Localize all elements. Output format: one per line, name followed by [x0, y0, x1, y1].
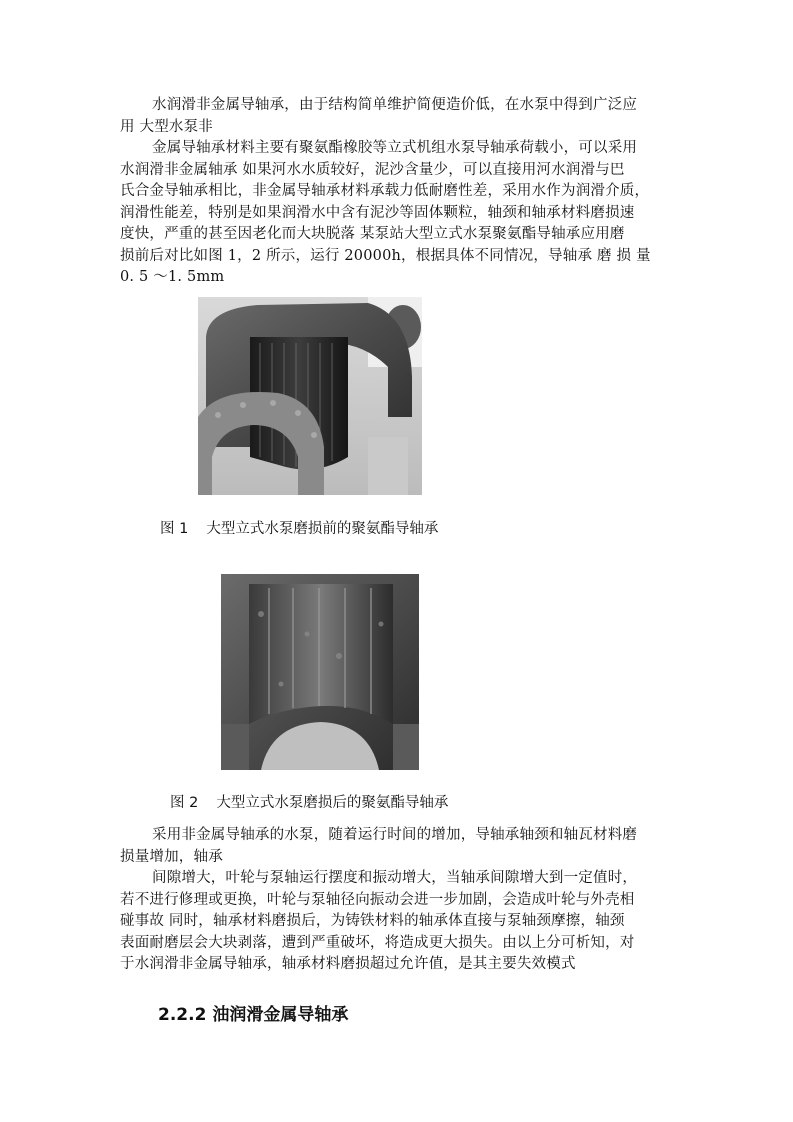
paragraph-1-line-1: 水润滑非金属导轴承，由于结构简单维护简便造价低，在水泵中得到广泛应 [152, 97, 638, 113]
figure-1-caption [160, 517, 438, 538]
paragraph-3-line-2: 损量增加，轴承 [120, 848, 223, 865]
paragraph-3 [120, 825, 676, 868]
paragraph-2-line-3: 氏合金导轴承相比，非金属导轴承材料承载力低耐磨性差，采用水作为润滑介质， [120, 183, 650, 199]
figure-2-caption-text: 大型立式水泵磨损后的聚氨酯导轴承 [216, 795, 449, 811]
paragraph-2-line-1: 金属导轴承材料主要有聚氨酯橡胶等立式机组水泵导轴承荷载小，可以采用 [152, 140, 638, 156]
paragraph-2-line-2: 水润滑非金属轴承 如果河水水质较好，泥沙含量少，可以直接用河水润滑与巴 [120, 161, 625, 178]
figure-2-photo [221, 574, 419, 770]
figure-1-caption-text: 大型立式水泵磨损前的聚氨酯导轴承 [206, 521, 439, 537]
figure-2-number: 图 2 [170, 795, 199, 811]
paragraph-3-line-1: 采用非金属导轴承的水泵，随着运行时间的增加，导轴承轴颈和轴瓦材料磨 [152, 827, 638, 843]
paragraph-2 [120, 138, 676, 289]
figure-1-photo [198, 297, 422, 495]
paragraph-4-line-5: 于水润滑非金属导轴承，轴承材料磨损超过允许值，是其主要失效模式 [120, 956, 576, 972]
paragraph-4-line-1: 间隙增大，叶轮与泵轴运行摆度和振动增大，当轴承间隙增大到一定值时， [152, 870, 638, 886]
figure-2-caption [170, 791, 448, 812]
paragraph-1-line-2: 用 大型水泵非 [120, 118, 214, 135]
paragraph-2-line-7: 0. 5 ～1. 5mm [120, 269, 225, 285]
paragraph-2-line-5: 度快，严重的甚至因老化而大块脱落 某泵站大型立式水泵聚氨酯导轴承应用磨 [120, 226, 625, 242]
paragraph-4-line-2: 若不进行修理或更换，叶轮与泵轴径向振动会进一步加剧，会造成叶轮与外壳相 [120, 891, 635, 908]
paragraph-2-line-6: 损前后对比如图 1，2 所示，运行 20000h，根据具体不同情况，导轴承 磨 损 量 [120, 247, 651, 264]
paragraph-1 [120, 95, 676, 138]
figure-1-number: 图 1 [160, 521, 189, 537]
section-heading: 2.2.2 油润滑金属导轴承 [158, 1005, 349, 1025]
paragraph-4-line-4: 表面耐磨层会大块剥落，遭到严重破坏，将造成更大损失。由以上分可析知，对 [120, 934, 635, 951]
paragraph-4-line-3: 碰事故 同时，轴承材料磨损后，为铸铁材料的轴承体直接与泵轴颈摩擦，轴颈 [120, 913, 625, 929]
paragraph-2-line-4: 润滑性能差，特别是如果润滑水中含有泥沙等固体颗粒，轴颈和轴承材料磨损速 [120, 204, 635, 221]
paragraph-4 [120, 868, 676, 976]
